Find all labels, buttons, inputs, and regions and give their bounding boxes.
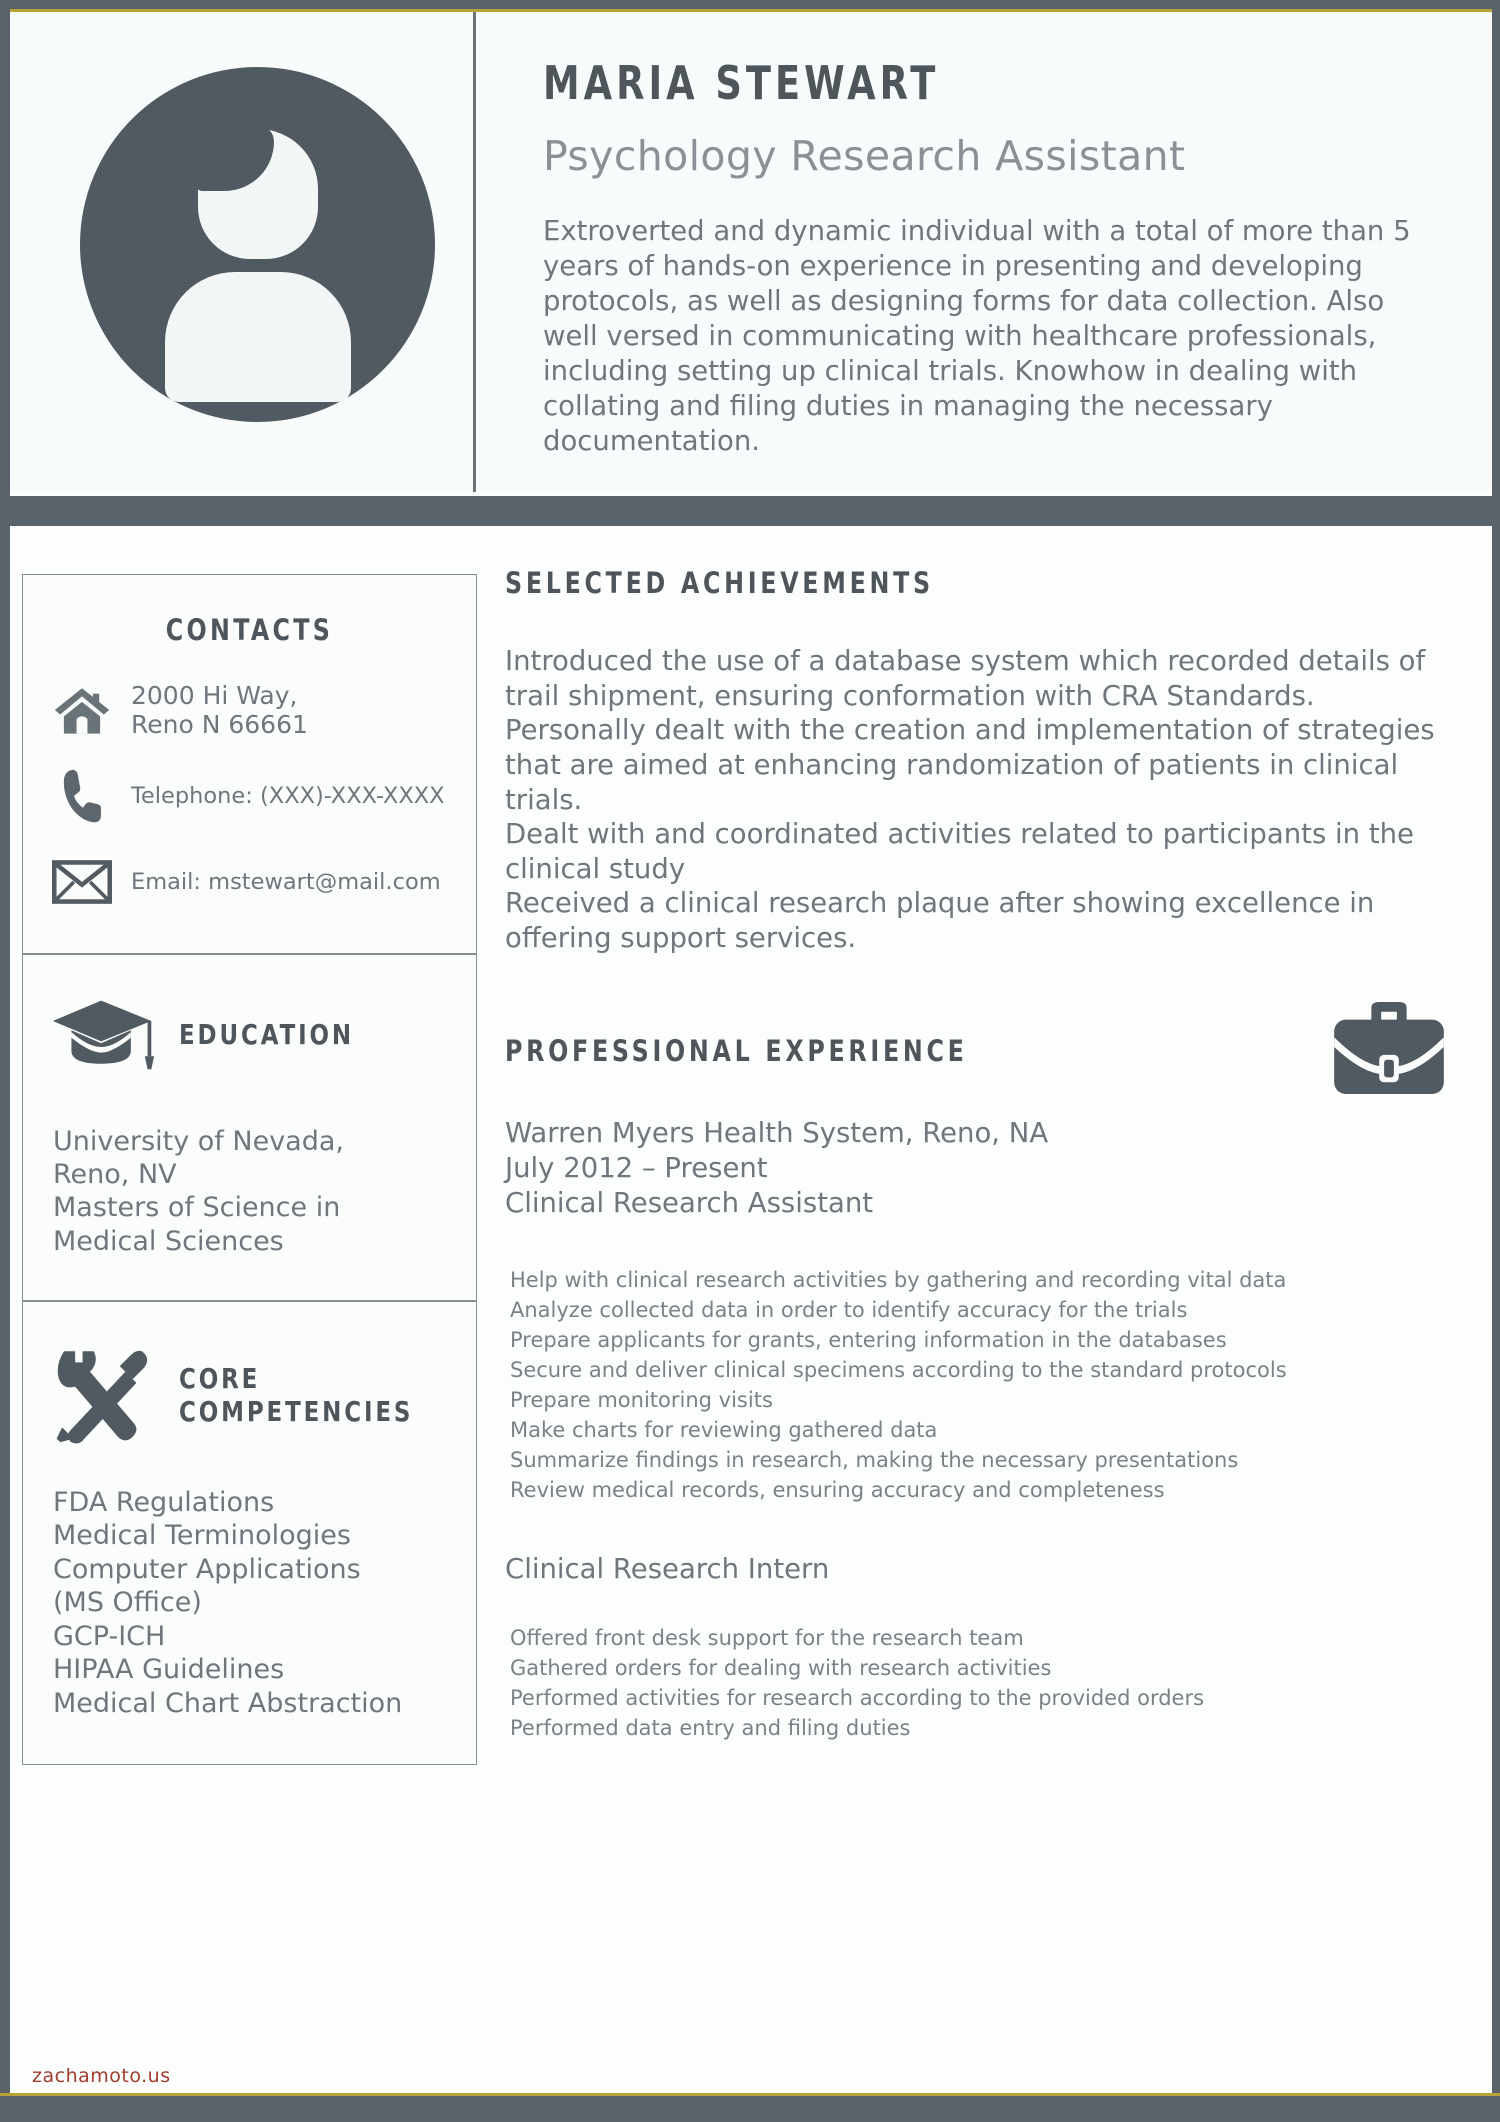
achievement-item: Introduced the use of a database system which recorded details of trail shipment, ensuring conformation with CRA Standards. [505, 645, 1426, 712]
sidebar [22, 574, 477, 1765]
duty-item: Make charts for reviewing gathered data [510, 1417, 938, 1442]
main-content [505, 566, 1462, 1743]
job-role-secondary: Clinical Research Intern [505, 1552, 830, 1585]
education-header [51, 955, 448, 1077]
contact-row-address [51, 681, 448, 739]
avatar-body [165, 272, 351, 402]
company-name: Warren Myers Health System, Reno, NA [505, 1116, 1049, 1149]
competencies-list: FDA Regulations Medical Terminologies Computer Applications (MS Office) GCP-ICH HIPAA Guidelines Medical Chart Abstraction [53, 1486, 403, 1719]
briefcase-icon [1330, 1002, 1450, 1100]
duty-item: Help with clinical research activities by gathering and recording vital data [510, 1267, 1287, 1292]
page-border-top [0, 0, 1500, 9]
header-divider-band [10, 496, 1492, 526]
photo-pane [10, 12, 476, 492]
home-icon [51, 681, 113, 739]
education-section [23, 955, 476, 1301]
duty-item: Offered front desk support for the research team [510, 1625, 1024, 1650]
duty-item: Summarize findings in research, making the necessary presentations [510, 1447, 1239, 1472]
address-text: 2000 Hi Way, Reno N 66661 [131, 681, 308, 739]
duty-item: Review medical records, ensuring accuracy and completeness [510, 1477, 1165, 1502]
phone-icon [51, 767, 113, 825]
experience-duties [505, 1265, 1462, 1505]
duty-item: Prepare applicants for grants, entering information in the databases [510, 1327, 1227, 1352]
page-title: MARIA STEWART [543, 56, 940, 110]
contacts-title: CONTACTS [165, 613, 334, 647]
achievement-item: Dealt with and coordinated activities related to participants in the clinical study [505, 818, 1414, 885]
page-border-right [1492, 9, 1500, 2096]
resume-body [10, 526, 1492, 2093]
job-role: Clinical Research Assistant [505, 1186, 874, 1219]
experience-duties-secondary [505, 1623, 1462, 1743]
watermark: zachamoto.us [32, 2065, 171, 2087]
resume-header [10, 12, 1492, 492]
competencies-section [23, 1302, 476, 1764]
tools-icon [51, 1342, 159, 1450]
avatar-head [198, 129, 318, 259]
person-avatar-icon [80, 67, 435, 422]
email-icon [51, 853, 113, 911]
contacts-section [23, 575, 476, 911]
achievements-title: SELECTED ACHIEVEMENTS [505, 566, 934, 600]
phone-text: Telephone: (XXX)-XXX-XXXX [131, 782, 445, 809]
duty-item: Gathered orders for dealing with research activities [510, 1655, 1052, 1680]
duty-item: Performed data entry and filing duties [510, 1715, 911, 1740]
experience-header [505, 1034, 1462, 1068]
competencies-header [51, 1302, 448, 1450]
achievement-item: Personally dealt with the creation and implementation of strategies that are aimed at enhancing randomization of patients in clinical trials. [505, 714, 1435, 816]
education-body: University of Nevada, Reno, NV Masters of Science in Medical Sciences [53, 1125, 344, 1257]
duty-item: Analyze collected data in order to identify accuracy for the trials [510, 1297, 1188, 1322]
employment-dates: July 2012 – Present [505, 1151, 768, 1184]
duty-item: Performed activities for research according to the provided orders [510, 1685, 1205, 1710]
achievements-body [505, 644, 1462, 956]
education-title: EDUCATION [179, 1018, 354, 1052]
experience-title: PROFESSIONAL EXPERIENCE [505, 1033, 968, 1068]
achievement-item: Received a clinical research plaque after showing excellence in offering support services. [505, 887, 1375, 955]
email-text: Email: mstewart@mail.com [131, 868, 441, 895]
competencies-title: CORE COMPETENCIES [179, 1362, 414, 1428]
experience-primary [505, 1116, 1462, 1221]
contact-row-email [51, 853, 448, 911]
duty-item: Secure and deliver clinical specimens according to the standard protocols [510, 1357, 1287, 1382]
profile-summary: Extroverted and dynamic individual with a total of more than 5 years of hands-on experience in presenting and developing protocols, as well as designing forms for data collection. Also well versed in communicating with healthcare professionals, including setting up clinical trials. Knowhow in dealing with collating and filing duties in managing the necessary documentation. [543, 215, 1411, 457]
page-border-left [0, 9, 10, 2096]
job-title: Psychology Research Assistant [543, 132, 1186, 180]
duty-item: Prepare monitoring visits [510, 1387, 773, 1412]
page-border-bottom [0, 2096, 1500, 2122]
contact-row-phone [51, 767, 448, 825]
resume-sheet [10, 12, 1492, 2093]
graduation-cap-icon [51, 995, 159, 1077]
header-text-pane [479, 12, 1492, 492]
